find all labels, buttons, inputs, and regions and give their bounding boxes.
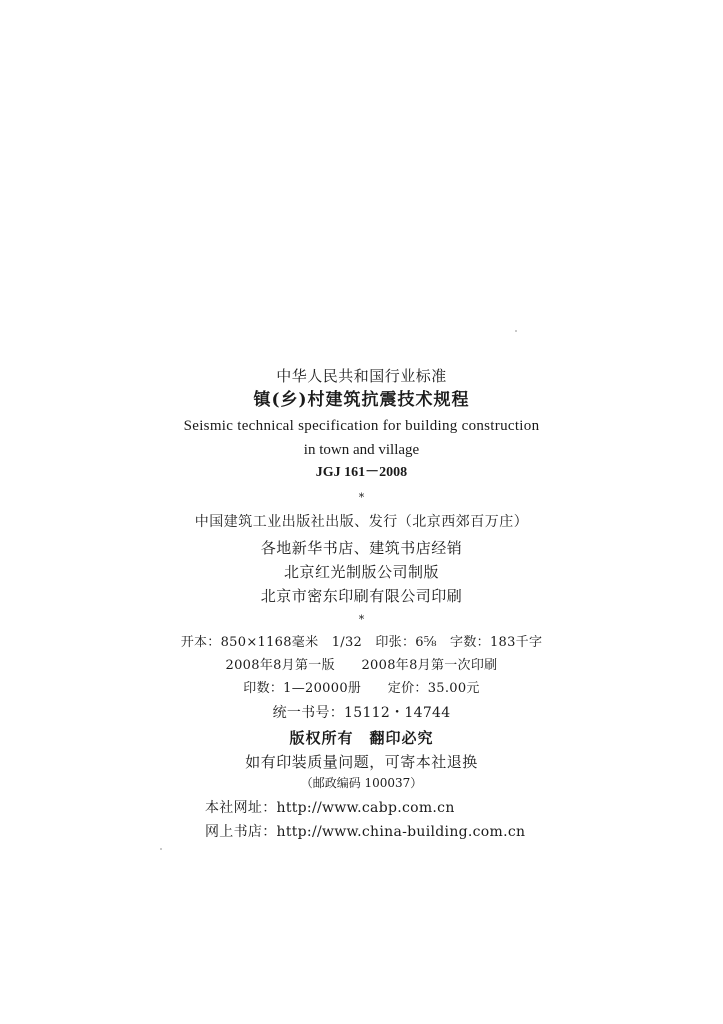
standard-code: JGJ 161－2008: [315, 465, 408, 480]
quality-notice-line: 如有印装质量问题，可寄本社退换: [245, 753, 478, 771]
copyright-line: 版权所有 翻印必究: [289, 729, 434, 747]
format-line: 开本：850×1168毫米 1/32 印张：6⅝ 字数：183千字: [180, 635, 543, 650]
postcode-line: （邮政编码 100037）: [300, 776, 423, 790]
scan-speck: [515, 330, 517, 332]
isbn-line: 统一书号：15112・14744: [272, 705, 451, 721]
platemaker-line: 北京红光制版公司制版: [283, 563, 439, 581]
separator-asterisk: *: [358, 491, 365, 504]
online-bookstore-line: 网上书店：http://www.china-building.com.cn: [205, 824, 526, 840]
edition-line: 2008年8月第一版 2008年8月第一次印刷: [225, 658, 498, 673]
book-title-cn: 镇(乡)村建筑抗震技术规程: [253, 390, 470, 410]
print-run-price-line: 印数：1—20000册 定价：35.00元: [243, 681, 480, 696]
publisher-line: 中国建筑工业出版社出版、发行（北京西郊百万庄）: [194, 514, 529, 530]
publisher-website-line: 本社网址：http://www.cabp.com.cn: [205, 800, 455, 816]
scan-speck: [160, 848, 162, 850]
standard-type: 中华人民共和国行业标准: [276, 367, 447, 385]
book-title-en-line2: in town and village: [303, 442, 420, 458]
book-title-en-line1: Seismic technical specification for building construction: [183, 418, 540, 434]
separator-asterisk: *: [358, 613, 365, 626]
printer-line: 北京市密东印刷有限公司印刷: [260, 587, 463, 605]
distributor-line: 各地新华书店、建筑书店经销: [260, 539, 463, 557]
